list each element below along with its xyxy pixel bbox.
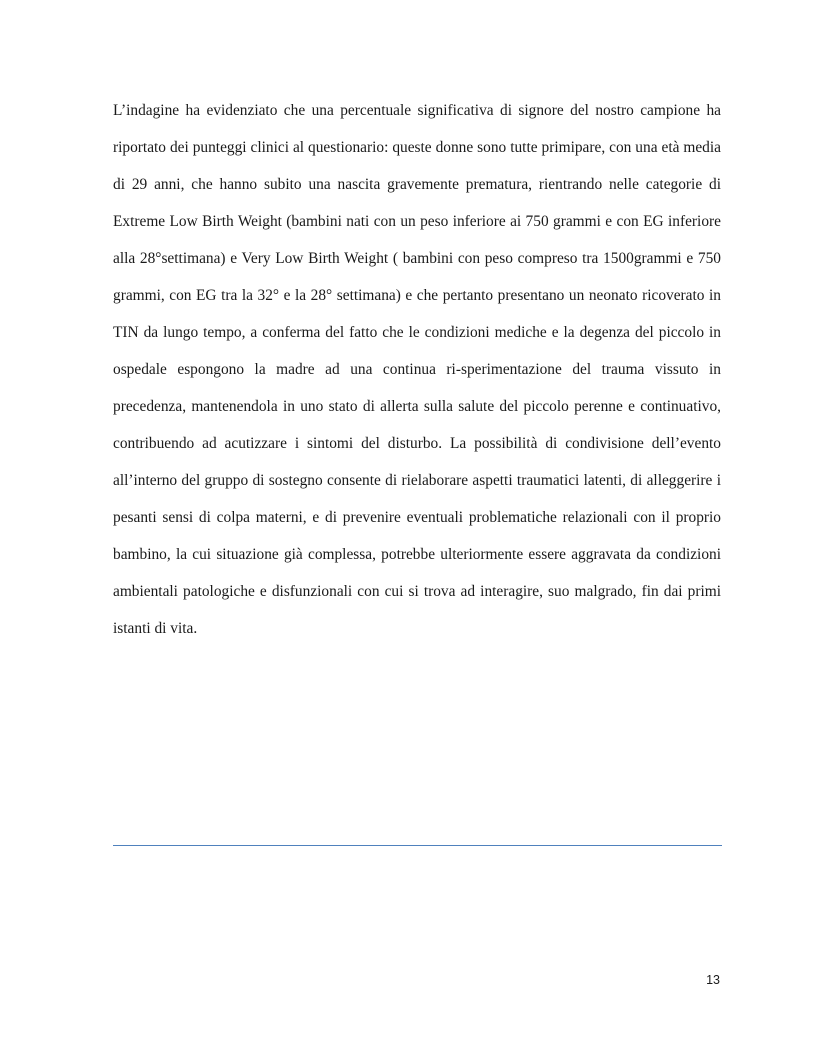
body-paragraph: L’indagine ha evidenziato che una percentuale significativa di signore del nostro campione ha riportato dei punteggi clinici al questionario: queste donne sono tutte primipare, con una età media di 29 anni, che hanno subito una nascita gravemente prematura, rientrando nelle categorie di Extreme Low Birth Weight (bambini nati con un peso inferiore ai 750 grammi e con EG inferiore alla 28°settimana) e Very Low Birth Weight ( bambini con peso compreso tra 1500grammi e 750 grammi, con EG tra la 32° e la 28° settimana) e che pertanto presentano un neonato ricoverato in TIN da lungo tempo, a conferma del fatto che le condizioni mediche e la degenza del piccolo in ospedale espongono la madre ad una continua ri-sperimentazione del trauma vissuto in precedenza, mantenendola in uno stato di allerta sulla salute del piccolo perenne e continuativo, contribuendo ad acutizzare i sintomi del disturbo. La possibilità di condivisione dell’evento all’interno del gruppo di sostegno consente di rielaborare aspetti traumatici latenti, di alleggerire i pesanti sensi di colpa materni, e di prevenire eventuali problematiche relazionali con il proprio bambino, la cui situazione già complessa, potrebbe ulteriormente essere aggravata da condizioni ambientali patologiche e disfunzionali con cui si trova ad interagire, suo malgrado, fin dai primi istanti di vita. xyxy=(113,102,721,637)
page-number: 13 xyxy=(706,973,720,987)
footer-divider xyxy=(113,845,722,846)
